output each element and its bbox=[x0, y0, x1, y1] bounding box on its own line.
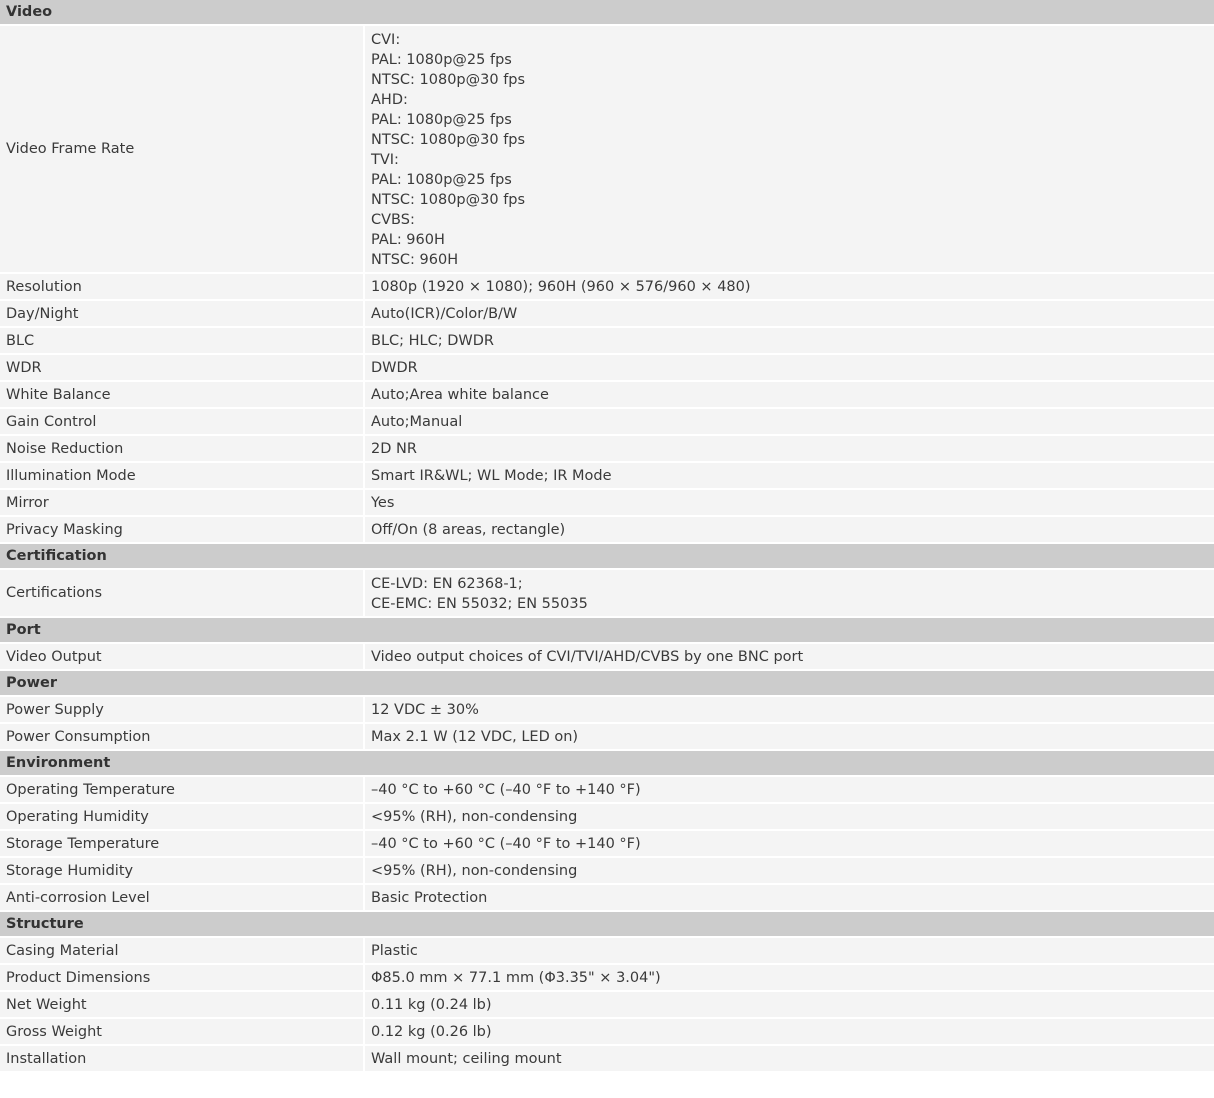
spec-row bbox=[0, 776, 1214, 803]
spec-row bbox=[0, 937, 1214, 964]
spec-row bbox=[0, 300, 1214, 327]
spec-value-line: Smart IR&WL; WL Mode; IR Mode bbox=[371, 467, 612, 484]
section-header bbox=[0, 543, 1214, 569]
spec-value bbox=[364, 776, 1214, 803]
spec-label: Mirror bbox=[0, 489, 364, 516]
spec-value-line: PAL: 1080p@25 fps bbox=[371, 172, 512, 188]
spec-value-line: NTSC: 960H bbox=[371, 252, 459, 268]
spec-value bbox=[364, 830, 1214, 857]
spec-row bbox=[0, 643, 1214, 670]
spec-value-line: 12 VDC ± 30% bbox=[371, 701, 479, 718]
spec-row bbox=[0, 696, 1214, 723]
spec-value-line: PAL: 960H bbox=[371, 232, 445, 248]
section-title: Certification bbox=[0, 543, 1214, 569]
spec-value-line: –40 °C to +60 °C (–40 °F to +140 °F) bbox=[371, 781, 641, 798]
spec-value-line: PAL: 1080p@25 fps bbox=[371, 112, 512, 128]
spec-value-line: Auto(ICR)/Color/B/W bbox=[371, 305, 518, 322]
spec-label: Video Frame Rate bbox=[0, 25, 364, 273]
spec-value bbox=[364, 723, 1214, 750]
spec-value bbox=[364, 516, 1214, 543]
spec-value bbox=[364, 569, 1214, 617]
spec-value-line: Video output choices of CVI/TVI/AHD/CVBS by one BNC port bbox=[371, 648, 804, 665]
spec-value bbox=[364, 803, 1214, 830]
section-header bbox=[0, 750, 1214, 776]
section-title: Video bbox=[0, 0, 1214, 25]
spec-value-line: Auto;Manual bbox=[371, 413, 463, 430]
spec-row bbox=[0, 723, 1214, 750]
section-title: Port bbox=[0, 617, 1214, 643]
spec-row bbox=[0, 569, 1214, 617]
spec-label: Product Dimensions bbox=[0, 964, 364, 991]
spec-label: Illumination Mode bbox=[0, 462, 364, 489]
spec-value-line: AHD: bbox=[371, 92, 408, 108]
spec-value-line: DWDR bbox=[371, 359, 418, 376]
spec-row bbox=[0, 1018, 1214, 1045]
spec-value bbox=[364, 964, 1214, 991]
spec-label: Installation bbox=[0, 1045, 364, 1072]
spec-label: Casing Material bbox=[0, 937, 364, 964]
spec-label: Storage Humidity bbox=[0, 857, 364, 884]
spec-value-line: CE-EMC: EN 55032; EN 55035 bbox=[371, 596, 588, 612]
spec-label: Storage Temperature bbox=[0, 830, 364, 857]
spec-label: Power Consumption bbox=[0, 723, 364, 750]
spec-value-line: 1080p (1920 × 1080); 960H (960 × 576/960 × 480) bbox=[371, 278, 751, 295]
spec-value-line: Off/On (8 areas, rectangle) bbox=[371, 521, 566, 538]
spec-value bbox=[364, 489, 1214, 516]
spec-label: BLC bbox=[0, 327, 364, 354]
spec-label: Video Output bbox=[0, 643, 364, 670]
spec-row bbox=[0, 489, 1214, 516]
spec-value bbox=[364, 696, 1214, 723]
spec-value-line: Auto;Area white balance bbox=[371, 386, 549, 403]
spec-label: White Balance bbox=[0, 381, 364, 408]
spec-value-line: Wall mount; ceiling mount bbox=[371, 1050, 562, 1067]
spec-value bbox=[364, 408, 1214, 435]
spec-label: Gain Control bbox=[0, 408, 364, 435]
section-title: Power bbox=[0, 670, 1214, 696]
spec-value bbox=[364, 937, 1214, 964]
spec-label: Power Supply bbox=[0, 696, 364, 723]
spec-row bbox=[0, 857, 1214, 884]
spec-row bbox=[0, 25, 1214, 273]
spec-row bbox=[0, 803, 1214, 830]
spec-row bbox=[0, 516, 1214, 543]
spec-value-line: CE-LVD: EN 62368-1; bbox=[371, 576, 523, 592]
spec-value bbox=[364, 381, 1214, 408]
spec-row bbox=[0, 884, 1214, 911]
spec-row bbox=[0, 991, 1214, 1018]
section-header bbox=[0, 670, 1214, 696]
spec-value-line: –40 °C to +60 °C (–40 °F to +140 °F) bbox=[371, 835, 641, 852]
spec-label: Noise Reduction bbox=[0, 435, 364, 462]
spec-row bbox=[0, 1045, 1214, 1072]
spec-value bbox=[364, 327, 1214, 354]
spec-value-line: 0.12 kg (0.26 lb) bbox=[371, 1023, 492, 1040]
spec-row bbox=[0, 964, 1214, 991]
spec-value bbox=[364, 1018, 1214, 1045]
spec-value bbox=[364, 643, 1214, 670]
spec-value-line: Max 2.1 W (12 VDC, LED on) bbox=[371, 728, 579, 745]
spec-value-line: Basic Protection bbox=[371, 889, 488, 906]
spec-row bbox=[0, 381, 1214, 408]
spec-label: Certifications bbox=[0, 569, 364, 617]
spec-value bbox=[364, 25, 1214, 273]
spec-row bbox=[0, 408, 1214, 435]
spec-value bbox=[364, 300, 1214, 327]
spec-value-line: PAL: 1080p@25 fps bbox=[371, 52, 512, 68]
spec-value-line: <95% (RH), non-condensing bbox=[371, 862, 578, 879]
spec-row bbox=[0, 435, 1214, 462]
spec-value bbox=[364, 884, 1214, 911]
spec-label: Privacy Masking bbox=[0, 516, 364, 543]
spec-value-line: NTSC: 1080p@30 fps bbox=[371, 192, 526, 208]
spec-value-line: CVI: bbox=[371, 32, 401, 48]
spec-value-line: 2D NR bbox=[371, 440, 417, 457]
spec-label: Net Weight bbox=[0, 991, 364, 1018]
spec-value-line: CVBS: bbox=[371, 212, 415, 228]
spec-row bbox=[0, 273, 1214, 300]
spec-value-line: 0.11 kg (0.24 lb) bbox=[371, 996, 492, 1013]
spec-value-line: Plastic bbox=[371, 942, 418, 959]
spec-label: Operating Humidity bbox=[0, 803, 364, 830]
spec-value-line: NTSC: 1080p@30 fps bbox=[371, 132, 526, 148]
spec-label: Gross Weight bbox=[0, 1018, 364, 1045]
spec-row bbox=[0, 830, 1214, 857]
spec-label: Day/Night bbox=[0, 300, 364, 327]
section-title: Environment bbox=[0, 750, 1214, 776]
section-header bbox=[0, 0, 1214, 25]
spec-value-line: NTSC: 1080p@30 fps bbox=[371, 72, 526, 88]
spec-row bbox=[0, 354, 1214, 381]
section-title: Structure bbox=[0, 911, 1214, 937]
spec-value bbox=[364, 1045, 1214, 1072]
spec-value-line: TVI: bbox=[371, 152, 399, 168]
spec-value-line: BLC; HLC; DWDR bbox=[371, 332, 494, 349]
spec-value-line: Yes bbox=[371, 494, 395, 511]
spec-label: Anti-corrosion Level bbox=[0, 884, 364, 911]
spec-value-line: Φ85.0 mm × 77.1 mm (Φ3.35" × 3.04") bbox=[371, 969, 661, 986]
spec-value bbox=[364, 435, 1214, 462]
spec-value bbox=[364, 857, 1214, 884]
spec-value-line: <95% (RH), non-condensing bbox=[371, 808, 578, 825]
section-header bbox=[0, 617, 1214, 643]
spec-value bbox=[364, 462, 1214, 489]
section-header bbox=[0, 911, 1214, 937]
spec-value bbox=[364, 273, 1214, 300]
spec-row bbox=[0, 327, 1214, 354]
spec-label: WDR bbox=[0, 354, 364, 381]
spec-label: Operating Temperature bbox=[0, 776, 364, 803]
spec-value bbox=[364, 991, 1214, 1018]
spec-value bbox=[364, 354, 1214, 381]
spec-label: Resolution bbox=[0, 273, 364, 300]
spec-row bbox=[0, 462, 1214, 489]
